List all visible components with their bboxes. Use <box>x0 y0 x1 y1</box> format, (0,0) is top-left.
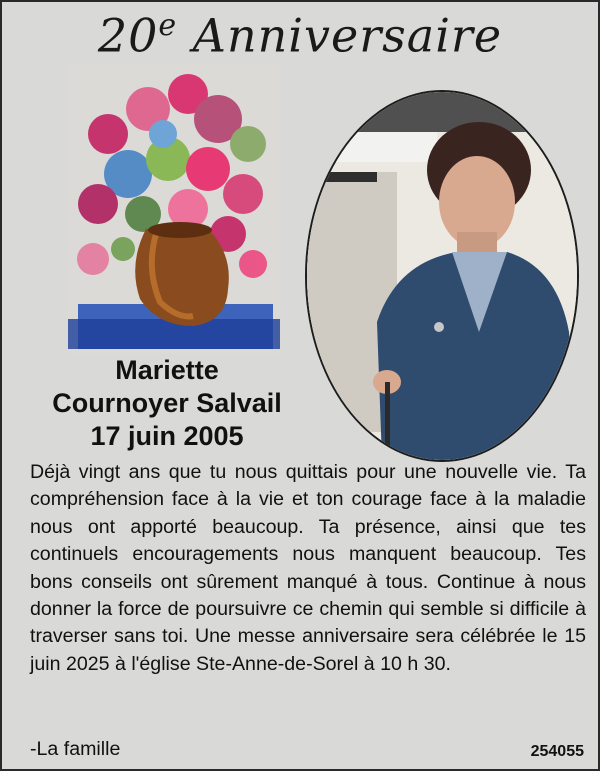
title-number: 20 <box>97 8 159 63</box>
death-date: 17 juin 2005 <box>90 421 244 451</box>
flower-vase-painting <box>68 64 280 354</box>
deceased-name-block <box>2 354 332 453</box>
title-word: Anniversaire <box>192 8 503 63</box>
memorial-message <box>30 459 586 678</box>
anniversary-title <box>2 8 598 62</box>
last-name: Cournoyer Salvail <box>52 388 282 418</box>
first-name: Mariette <box>115 355 219 385</box>
signature: -La famille <box>30 738 121 760</box>
title-suffix: e <box>158 8 178 43</box>
portrait-photo <box>305 90 579 462</box>
message-text: Déjà vingt ans que tu nous quittais pour une nouvelle vie. Ta compréhension face à la vie et ton courage face à la maladie nous ont apporté beaucoup. Ta présence, ainsi que tes continuels encouragements nous manquent beaucoup. Tes bons conseils ont sûrement manqué à tous. Continue à nous donner la force de poursuivre ce chemin qui semble si difficile à traverser sans toi. Une messe anniversaire sera célébrée le 15 juin 2025 à l'église Ste-Anne-de-Sorel à 10 h 30. <box>30 461 586 675</box>
reference-number: 254055 <box>530 743 584 760</box>
